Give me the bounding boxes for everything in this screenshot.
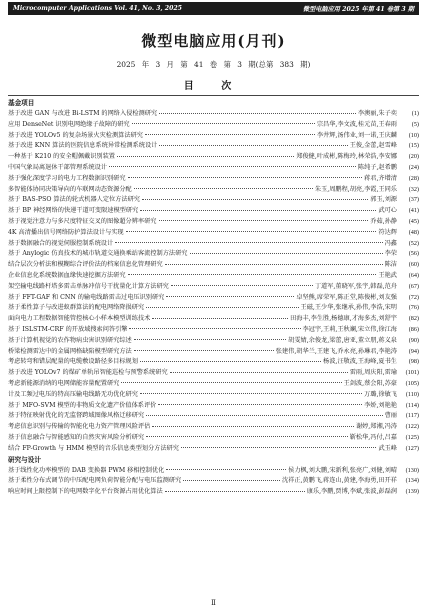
dot-leader <box>134 350 274 351</box>
article-page: (86) <box>408 325 419 333</box>
dot-leader <box>146 436 348 437</box>
article-title: 考虑信息识别与传输的智能化电力资产管理风险评估 <box>8 423 151 431</box>
toc-entry[interactable] <box>8 347 419 358</box>
article-page: (90) <box>408 336 419 344</box>
article-page: (64) <box>408 271 419 279</box>
article-authors: 李井辉,汤伟业,刘一诺,王庆麟 <box>316 131 397 139</box>
dot-leader <box>134 188 313 189</box>
toc-entry[interactable] <box>8 390 419 401</box>
article-title: 基于计算机视觉的农作物病虫害识别研究综述 <box>8 336 132 344</box>
toc-entry[interactable] <box>8 487 419 498</box>
article-page: (122) <box>405 423 419 431</box>
article-authors: 蒋君,齐增清 <box>364 174 397 182</box>
dot-leader <box>166 469 286 470</box>
toc-entry[interactable] <box>8 433 419 444</box>
article-authors: 谢婷,郑湘,冯涛 <box>355 423 397 431</box>
article-authors: 侯力枫,刘大鹏,宋新利,张亮广,刘健,刘晴 <box>288 466 397 474</box>
article-title: 中国气象局离退休干部管理系统设计 <box>8 163 107 171</box>
article-authors: 靳松华,冯付,吕嘉 <box>349 433 397 441</box>
journal-title: 微型电脑应用(月刊) <box>141 32 286 50</box>
article-page: (20) <box>408 153 419 161</box>
toc-entry[interactable] <box>8 303 419 314</box>
dot-leader <box>170 372 348 373</box>
article-authors: 陈洁 <box>384 261 397 269</box>
dot-leader <box>159 113 356 114</box>
article-authors: 郭玉,刘源 <box>370 196 397 204</box>
article-page: (41) <box>408 207 419 215</box>
article-page: (24) <box>408 163 419 171</box>
article-title: 基于视觉注意力与多尺度特征交叉的图像超分辨率研究 <box>8 217 157 225</box>
toc-entry[interactable] <box>8 185 419 196</box>
article-title: 基于强化深度学习的电力工程数据识别研究 <box>8 174 126 182</box>
header-left: Microcomputer Applications Vol. 41, No. 3, 2025 <box>13 5 182 12</box>
article-title: 基于信息融合与智能感知的自然灾害风险分析研究 <box>8 433 145 441</box>
dot-leader <box>181 447 377 448</box>
dot-leader <box>128 274 377 275</box>
article-title: 结合层次分析法和模糊综合评价法的档案信息化管理研究 <box>8 261 163 269</box>
article-title: 基于改进 GAN 与改进 Bi-LSTM 的网络入侵检测研究 <box>8 110 158 117</box>
toc-entry[interactable] <box>8 422 419 433</box>
toc-entry[interactable] <box>8 282 419 293</box>
dot-leader <box>117 156 294 157</box>
toc-entry[interactable] <box>8 163 419 174</box>
article-page: (110) <box>405 390 419 398</box>
article-authors: 王艳武 <box>378 271 397 279</box>
running-header <box>8 2 419 15</box>
toc-entry[interactable] <box>8 314 419 325</box>
article-title: 面向电力工程数据智能管控核心小样本模型训练技术 <box>8 315 151 323</box>
toc-entry[interactable] <box>8 174 419 185</box>
toc-title: 目 次 <box>183 81 244 92</box>
toc-entry[interactable] <box>8 131 419 142</box>
article-authors: 康乐,李鹏,贾博,李斌,张波,彭磊润 <box>306 488 397 496</box>
dot-leader <box>140 361 321 362</box>
article-title: 基于改进 YOLOv5 的复杂场景火灾检测算法研究 <box>8 131 143 139</box>
toc-entry[interactable] <box>8 293 419 304</box>
table-of-contents <box>8 98 419 498</box>
article-page: (45) <box>408 217 419 225</box>
article-title: 应用 DenseNet 识别电网绝缘子故障的研究 <box>8 120 130 128</box>
dot-leader <box>128 177 363 178</box>
dot-leader <box>159 145 347 146</box>
dot-leader <box>166 296 294 297</box>
article-authors: 陈纯子,赵希鹏 <box>357 163 397 171</box>
article-title: 基于 Anylogic 仿真技术的城市轨道交通换乘站客流控制方法研究 <box>8 250 188 258</box>
article-title: 基于改进 KNN 算法的医院信息系统异常检测系统设计 <box>8 142 158 150</box>
article-page: (98) <box>408 358 419 366</box>
toc-entry[interactable] <box>8 379 419 390</box>
toc-entry[interactable] <box>8 228 419 239</box>
article-authors: 丁道军,董晓军,张宇,韩磊,范舟 <box>314 282 397 290</box>
toc-entry[interactable] <box>8 141 419 152</box>
dot-leader <box>146 415 383 416</box>
issue-line: 2025 年 3 月 第 41 卷 第 3 期(总第 383 期) <box>116 60 311 69</box>
article-title: 响应时间上限控制下的电网数字化平台资源占用优化算法 <box>8 488 163 496</box>
article-authors: 宗昌华,李文波,桂元苗,王春雨 <box>316 120 397 128</box>
article-page: (10) <box>408 131 419 139</box>
article-page: (101) <box>405 369 419 377</box>
section-heading: 基金项目 <box>8 99 35 107</box>
article-title: 计及工频过电压的特高压输电线路无功优化研究 <box>8 390 138 398</box>
article-title: 多智能体协同决策导向的车联网动态资源分配 <box>8 185 132 193</box>
article-page: (105) <box>405 379 419 387</box>
article-authors: 符达辉 <box>378 228 397 236</box>
article-page: (72) <box>408 293 419 301</box>
article-title: 桥梁检测雷达中的金属网格缺陷模型研究方法 <box>8 347 132 355</box>
toc-entry[interactable] <box>8 195 419 206</box>
article-authors: 武玉峰 <box>378 444 397 452</box>
article-authors: 李娇,刘艳艳 <box>364 401 397 409</box>
article-page: (67) <box>408 282 419 290</box>
article-title: 考虑转弯和错层配量的电缆敷设路径多目标规划 <box>8 358 138 366</box>
toc-entry[interactable] <box>8 368 419 379</box>
toc-entry[interactable] <box>8 109 419 120</box>
article-authors: 沈祥正,黄鹏飞,蒋连山,黄建,李海勇,田开祥 <box>281 477 397 485</box>
article-page: (5) <box>411 120 419 128</box>
article-page: (125) <box>405 433 419 441</box>
article-title: 架空输电线路杆塔多雷击单脉冲信号干扰量化计算方法研究 <box>8 282 169 290</box>
article-authors: 杨波,汪敬波,王海峰,夏书生 <box>323 358 397 366</box>
article-page: (94) <box>408 347 419 355</box>
dot-leader <box>152 318 288 319</box>
article-title: 基于柔性分布式调节的中压配电网负荷智能分配与电压监测研究 <box>8 477 182 485</box>
dot-leader <box>142 199 368 200</box>
dot-leader <box>183 480 280 481</box>
article-title: 4K 高清播出信号网络防护算法设计与实现 <box>8 228 124 236</box>
toc-entry[interactable] <box>8 239 419 250</box>
article-authors: 胡雯婧,余俊龙,梁蕾,唐亚,董立朋,蒋义泉 <box>288 336 397 344</box>
article-page: (15) <box>408 142 419 150</box>
article-authors: 朱玉,周鹏程,胡亮,李霞,王同乐 <box>314 185 397 193</box>
article-title: 基于 MFO-SVM 模型的非物质文化遗产价值体系评价 <box>8 401 157 409</box>
article-authors: 乔茹,孙静 <box>370 217 397 225</box>
title-divider <box>8 95 419 96</box>
article-authors: 李荣 <box>384 250 397 258</box>
article-page: (48) <box>408 228 419 236</box>
dot-leader <box>140 393 362 394</box>
article-authors: 冯鑫 <box>384 239 397 247</box>
toc-entry[interactable] <box>8 401 419 412</box>
article-authors: 武可心 <box>378 207 397 215</box>
article-authors: 王磁,王少华,张继承,孙伟,李浩,宋明 <box>300 304 397 312</box>
article-page: (60) <box>408 261 419 269</box>
dot-leader <box>109 166 356 167</box>
article-authors: 王俊,金蕾,赵雪峰 <box>349 142 397 150</box>
article-page: (32) <box>408 185 419 193</box>
article-authors: 郑俊健,叶成彬,陈梅玲,林荣浩,李安娜 <box>296 153 397 161</box>
article-title: 基于 BP 神经网络的快递干道可变限速模型研究 <box>8 207 139 215</box>
dot-leader <box>145 134 315 135</box>
article-page: (139) <box>405 488 419 496</box>
dot-leader <box>165 491 305 492</box>
dot-leader <box>129 328 300 329</box>
article-title: 基于特征映射优化的无监督跨域图像风格迁移研究 <box>8 412 145 420</box>
toc-entry[interactable] <box>8 411 419 422</box>
article-page: (76) <box>408 304 419 312</box>
dot-leader <box>146 307 298 308</box>
toc-entry[interactable] <box>8 249 419 260</box>
toc-entry[interactable] <box>8 206 419 217</box>
toc-entry[interactable] <box>8 444 419 455</box>
article-authors: 李澳丽,朱子奕 <box>357 110 397 117</box>
page-number: Ⅱ <box>211 599 216 607</box>
header-right: 微型电脑应用 2025 年第 41 卷第 3 期 <box>302 6 414 13</box>
article-title: 基于柔性算子与改进蚁群算法的配电网络降损研究 <box>8 304 145 312</box>
article-authors: 万璐,徐敏飞 <box>364 390 397 398</box>
article-authors: 张建伟,胡华兰,王建飞,乔永亮,孙琳君,李艳涛 <box>275 347 397 355</box>
article-title: 基于线性化功率模型的 DAB 变换器 PWM 移相控制优化 <box>8 466 165 474</box>
toc-entry[interactable] <box>8 120 419 131</box>
article-title: 基于改进 YOLOv7 的煤矿单轨吊智能巡检与预警系统研究 <box>8 369 168 377</box>
toc-entry[interactable] <box>8 152 419 163</box>
article-title: 基于 BAS-PSO 算法的轮式机器人定位方法研究 <box>8 196 140 204</box>
article-authors: 李冠宇,王莉,王秋斓,宋立伟,徐江海 <box>302 325 397 333</box>
article-title: 企业信息化系统数据血缘快速挖掘方法研究 <box>8 271 126 279</box>
article-page: (127) <box>405 444 419 452</box>
dot-leader <box>190 253 383 254</box>
dot-leader <box>132 123 315 124</box>
article-page: (130) <box>405 466 419 474</box>
article-authors: 曹丽 <box>384 412 397 420</box>
dot-leader <box>126 231 377 232</box>
section-heading: 研究与设计 <box>8 455 41 464</box>
dot-leader <box>134 339 286 340</box>
dot-leader <box>158 404 362 405</box>
dot-leader <box>159 220 369 221</box>
article-title: 一种基于 K210 的安全帽佩戴识别装置 <box>8 153 115 161</box>
article-authors: 田海丰,李生胜,杨德康,才海多杰,刘舒宇 <box>290 315 397 323</box>
dot-leader <box>165 264 383 265</box>
toc-entry[interactable] <box>8 325 419 336</box>
article-page: (28) <box>408 174 419 182</box>
article-page: (114) <box>405 401 419 409</box>
article-page: (1) <box>411 110 419 117</box>
article-title: 基于数据融合的视觉伺服控制系统设计 <box>8 239 114 247</box>
article-title: 考虑新能源消纳的电网储能容量配置研究 <box>8 379 120 387</box>
article-page: (134) <box>405 477 419 485</box>
toc-entry[interactable] <box>8 357 419 368</box>
article-authors: 王剑波,蔡会阳,苏豪 <box>343 379 397 387</box>
dot-leader <box>115 242 382 243</box>
toc-entry[interactable] <box>8 217 419 228</box>
dot-leader <box>121 382 341 383</box>
dot-leader <box>140 210 376 211</box>
article-page: (56) <box>408 250 419 258</box>
dot-leader <box>171 285 313 286</box>
toc-entry[interactable] <box>8 260 419 271</box>
toc-entry[interactable] <box>8 476 419 487</box>
dot-leader <box>152 426 354 427</box>
article-page: (117) <box>405 412 419 420</box>
article-title: 基于 ISLSTM-CRF 的开放域搜索问答引擎 <box>8 325 128 333</box>
toc-entry[interactable] <box>8 466 419 477</box>
article-authors: 雷雨,周庆阳,雷瑜 <box>349 369 397 377</box>
article-title: 基于 FFT-GAF 和 CNN 的输电线路雷击过电压识别研究 <box>8 293 165 301</box>
toc-entry[interactable] <box>8 271 419 282</box>
toc-entry[interactable] <box>8 336 419 347</box>
article-title: 结合 FP-Growth 与 HMM 模型的音乐信息类型划分方法研究 <box>8 444 179 452</box>
article-page: (82) <box>408 315 419 323</box>
article-page: (52) <box>408 239 419 247</box>
article-authors: 卓坚熊,席荣军,陈正堂,陈俊彬,刘友强 <box>296 293 397 301</box>
article-page: (37) <box>408 196 419 204</box>
